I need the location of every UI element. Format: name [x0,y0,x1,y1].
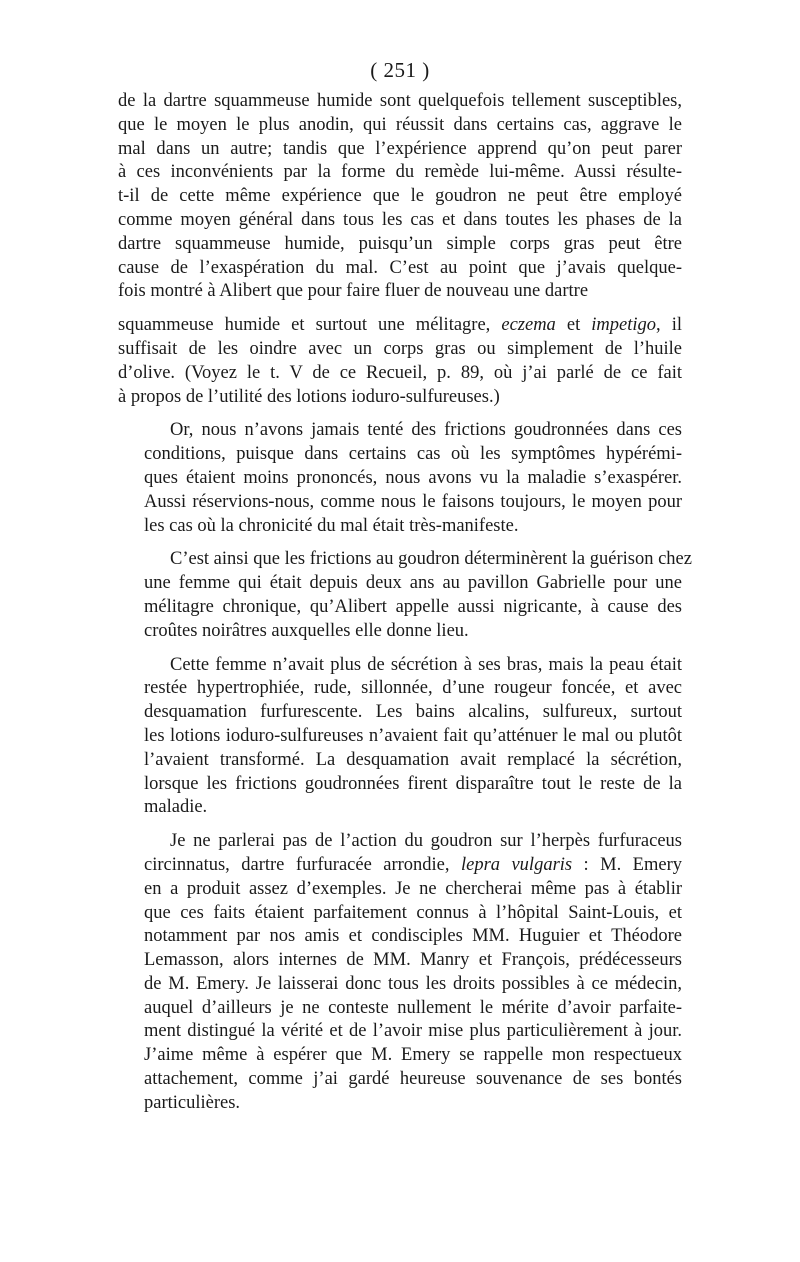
text-line [118,830,682,854]
text-line [118,1068,682,1092]
text-line [118,1020,682,1044]
text-run: C’est ainsi que les frictions au goudron déterminèrent la guérison chez [170,549,692,570]
text-run: restée hypertrophiée, rude, sillonnée, d’une rougeur foncée, et avec [144,678,682,699]
text-run: conditions, puisque dans certains cas où les symptômes hypérémi- [144,444,682,465]
text-line [118,701,682,725]
text-line [118,749,682,773]
text-run: comme moyen général dans tous les cas et dans toutes les phases de la [118,209,682,230]
body-text [118,90,692,1116]
text-run: ques étaient moins prononcés, nous avons vu la maladie s’exaspérer. [144,467,682,488]
text-run: en a produit assez d’exemples. Je ne chercherai même pas à établir [144,878,682,899]
text-line [118,161,682,185]
text-line [118,878,682,902]
text-run: Cette femme n’avait plus de sécrétion à ses bras, mais la peau était [170,654,682,675]
text-line [118,654,682,678]
text-run: : M. Emery [572,854,682,875]
paragraph [118,419,682,538]
paragraph [118,90,682,304]
text-run: desquamation furfurescente. Les bains alcalins, sulfureux, surtout [144,702,682,723]
text-run: ment distingué la vérité et de l’avoir mise plus particulièrement à jour. [144,1021,682,1042]
text-run: Je ne parlerai pas de l’action du goudron sur l’herpès furfuraceus [170,831,682,852]
italic-term: eczema [501,315,556,336]
text-line [118,973,682,997]
text-line [118,209,682,233]
text-run: d’olive. (Voyez le t. V de ce Recueil, p. 89, où j’ai parlé de ce fait [118,362,682,383]
text-run: J’aime même à espérer que M. Emery se rappelle mon respectueux [144,1045,682,1066]
paragraph [118,654,682,821]
text-run: attachement, comme j’ai gardé heureuse souvenance de ses bontés [144,1069,682,1090]
text-line [118,902,682,926]
text-line [118,572,682,596]
text-line [118,114,682,138]
text-run: croûtes noirâtres auxquelles elle donne lieu. [144,620,469,641]
text-line [118,620,682,644]
text-run: que ces faits étaient parfaitement connus à l’hôpital Saint-Louis, et [144,902,682,923]
text-line [118,386,682,410]
text-run: de M. Emery. Je laisserai donc tous les droits possibles à ce médecin, [144,973,682,994]
text-line [118,90,682,114]
paragraph [118,548,692,643]
text-run: cause de l’exaspération du mal. C’est au point que j’avais quelque- [118,257,682,278]
text-run: circinnatus, dartre furfuracée arrondie, [144,854,461,875]
text-run: notamment par nos amis et condisciples MM. Huguier et Théodore [144,926,682,947]
text-run: Aussi réservions-nous, comme nous le faisons toujours, le moyen pour [144,491,682,512]
text-line [118,997,682,1021]
text-run: que le moyen le plus anodin, qui réussit dans certains cas, aggrave le [118,114,682,135]
text-line [118,467,682,491]
text-line [118,925,682,949]
text-run: lorsque les frictions goudronnées firent disparaître tout le reste de la [144,773,682,794]
text-run: mal dans un autre; tandis que l’expérience apprend qu’on peut parer [118,138,682,159]
text-run: à ces inconvénients par la forme du remède lui-même. Aussi résulte- [118,162,682,183]
text-line [118,257,682,281]
text-line [118,596,682,620]
text-line [118,677,682,701]
text-run: une femme qui était depuis deux ans au pavillon Gabrielle pour une [144,573,682,594]
text-run: mélitagre chronique, qu’Alibert appelle aussi nigricante, à cause des [144,596,682,617]
text-run: dartre squammeuse humide, puisqu’un simple corps gras peut être [118,233,682,254]
text-line [118,949,682,973]
text-line [118,338,682,362]
text-run: à propos de l’utilité des lotions ioduro-sulfureuses.) [118,386,500,407]
text-line [118,443,682,467]
page-content [118,56,692,1126]
text-run: auquel d’ailleurs je ne conteste nullement le mérite d’avoir parfaite- [144,997,682,1018]
paragraph [118,830,682,1116]
text-run: t-il de cette même expérience que le goudron ne peut être employé [118,186,682,207]
text-line [118,725,682,749]
text-line [118,185,682,209]
text-run: maladie. [144,797,208,818]
text-run: fois montré à Alibert que pour faire fluer de nouveau une dartre [118,281,589,302]
text-run: les lotions ioduro-sulfureuses n’avaient fait qu’atténuer le mal ou plutôt [144,725,682,746]
text-run: Or, nous n’avons jamais tenté des frictions goudronnées dans ces [170,420,682,441]
text-line [118,362,682,386]
italic-term: lepra vulgaris [460,854,573,875]
text-line [118,138,682,162]
text-line [118,796,682,820]
text-line [118,854,682,878]
text-line [118,419,682,443]
text-line [118,548,692,572]
text-run: Lemasson, alors internes de MM. Manry et François, prédécesseurs [144,950,682,971]
text-line [118,1092,682,1116]
text-run: suffisait de les oindre avec un corps gras ou simplement de l’huile [118,338,682,359]
text-run: et [555,315,592,336]
italic-term: impetigo [591,315,657,336]
text-line [118,280,682,304]
text-line [118,233,682,257]
text-line [118,491,682,515]
text-run: squammeuse humide et surtout une mélitagre, [118,315,502,336]
page-number: ( 251 ) [370,58,430,82]
text-line [118,1044,682,1068]
text-run: de la dartre squammeuse humide sont quelquefois tellement susceptibles, [118,91,682,111]
text-line [118,314,682,338]
text-run: les cas où la chronicité du mal était très-manifeste. [144,515,519,536]
paragraph [118,314,682,409]
text-run: , il [656,315,683,336]
text-line [118,515,682,539]
text-run: particulières. [144,1092,241,1113]
text-line [118,773,682,797]
text-run: l’avaient transformé. La desquamation avait remplacé la sécrétion, [144,749,682,770]
